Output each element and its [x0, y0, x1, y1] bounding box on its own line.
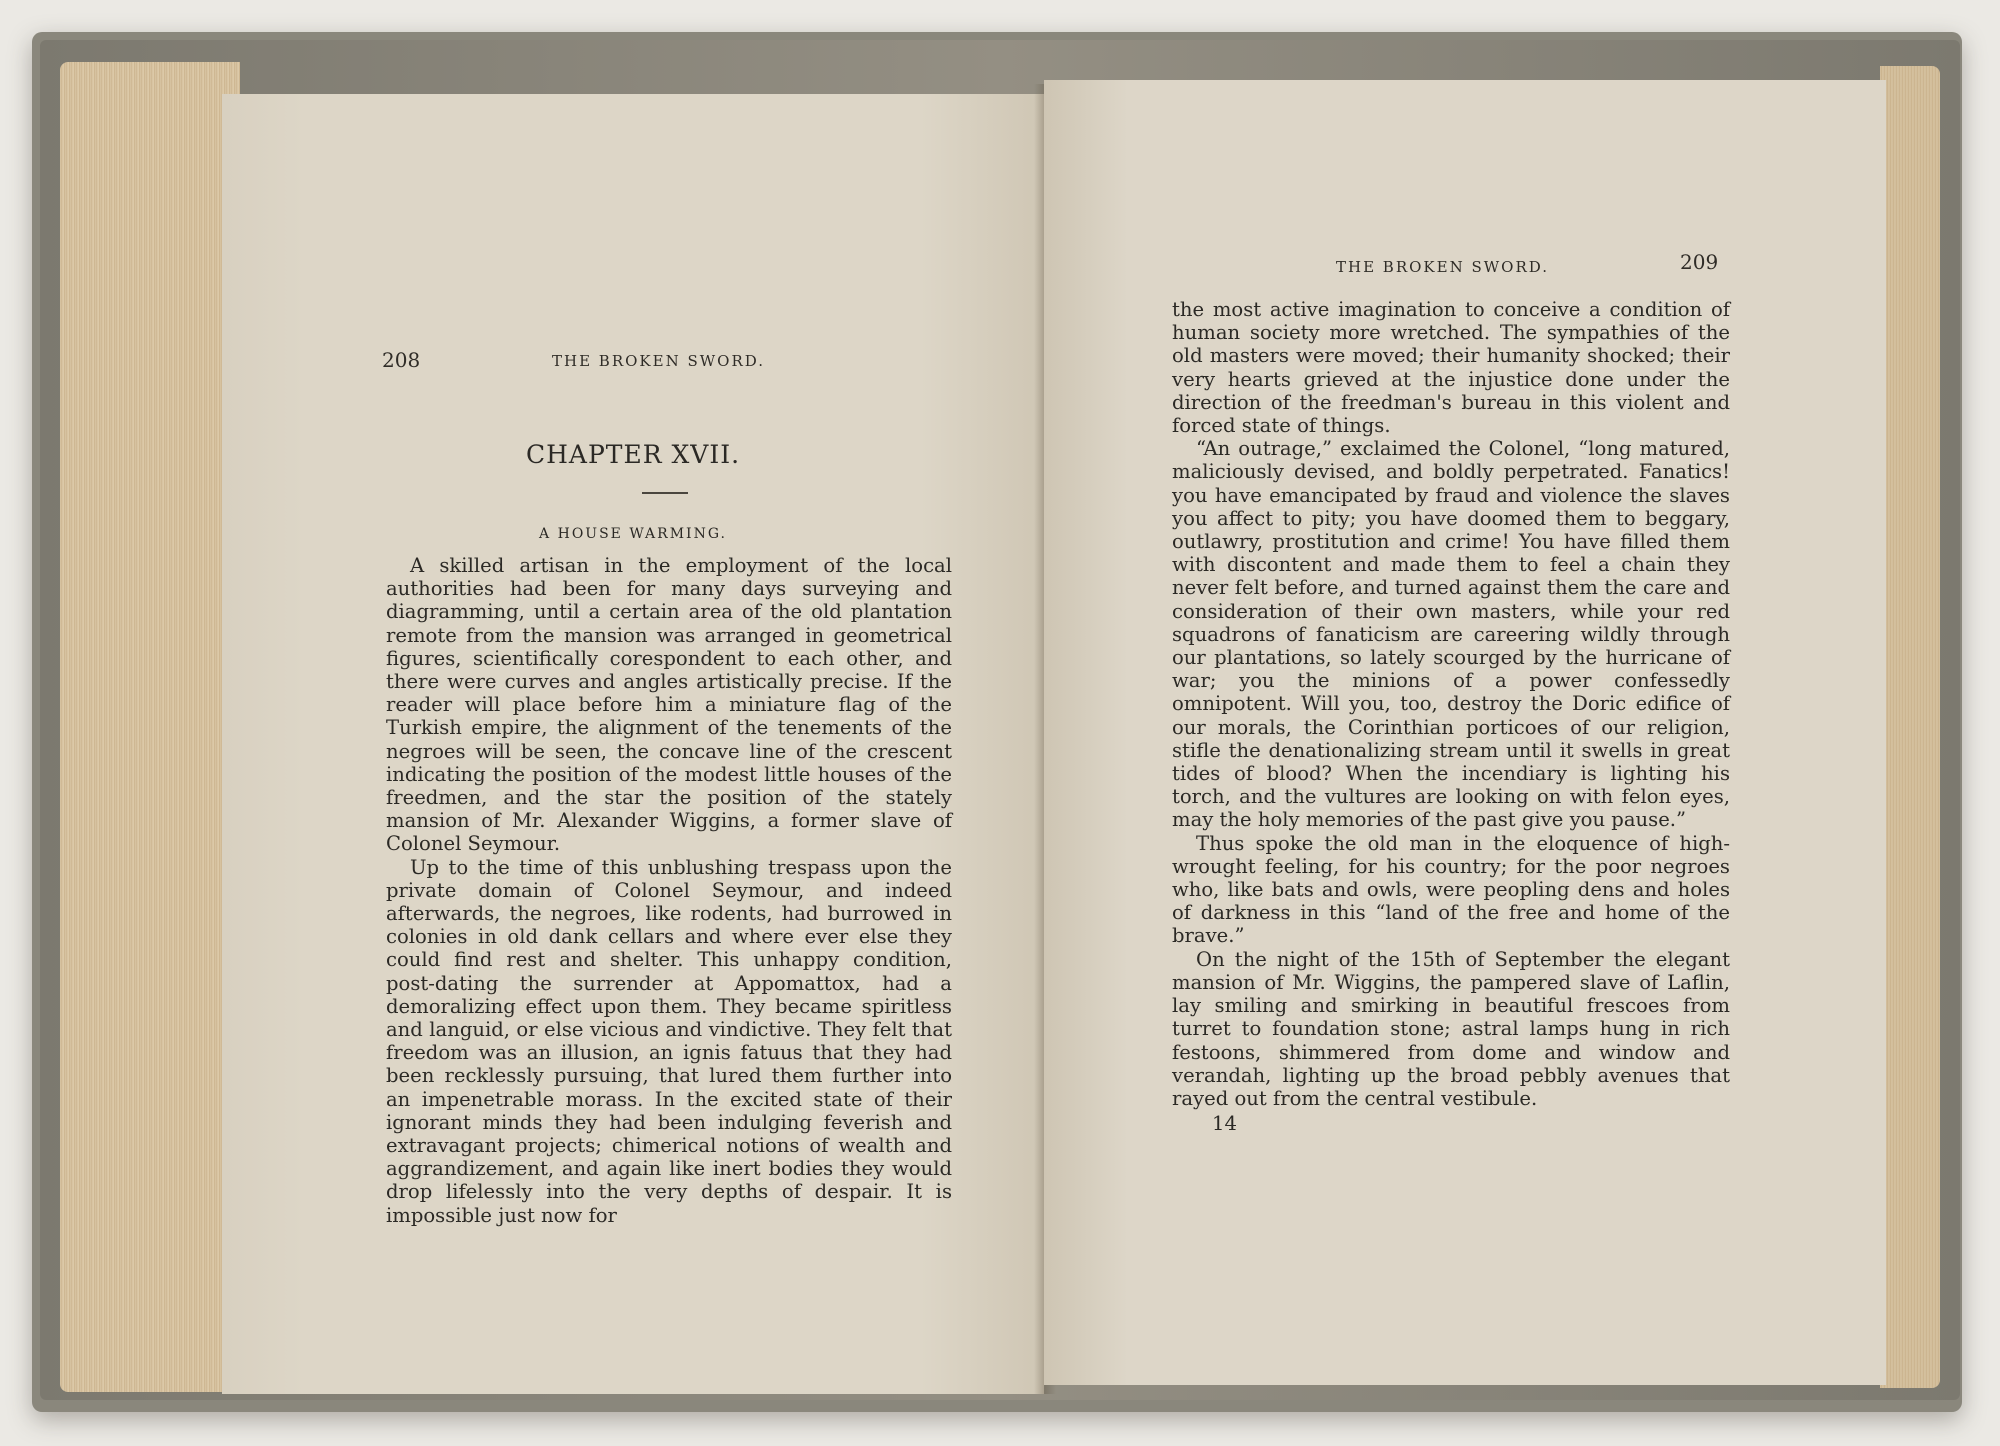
right-page-body: [1172, 298, 1730, 1135]
chapter-title: CHAPTER XVII.: [525, 440, 741, 469]
left-running-head: THE BROKEN SWORD.: [552, 352, 766, 370]
page-edges-right: [1880, 66, 1940, 1388]
paragraph: A skilled artisan in the employment of the local authorities had been for many days surveying and diagramming, until a certain area of the old plantation remote from the mansion was arranged in geometrical figures, scientifically corespondent to each other, and there were curves and angles artistically precise. If the reader will place before him a miniature flag of the Turkish empire, the alignment of the tenements of the negroes will be seen, the concave line of the crescent indicating the position of the modest little houses of the freedmen, and the star the position of the stately mansion of Mr. Alexander Wiggins, a former slave of Colonel Seymour.: [386, 554, 952, 856]
left-page-number: 208: [382, 348, 421, 372]
left-page: [222, 94, 1044, 1394]
left-page-body: [386, 554, 952, 1227]
paragraph: Thus spoke the old man in the eloquence of high-wrought feeling, for his country; for the poor negroes who, like bats and owls, were peopling dens and holes of darkness in this “land of the free and home of the brave.”: [1172, 831, 1730, 948]
right-page-number: 209: [1680, 250, 1719, 274]
page-edges-left: [60, 62, 240, 1392]
signature-mark: 14: [1212, 1112, 1237, 1136]
paragraph: the most active imagination to conceive a condition of human society more wretched. The sympathies of the old masters were moved; their humanity shocked; their very hearts grieved at the injustice done under the direction of the freedman's bureau in this violent and forced state of things.: [1172, 298, 1730, 438]
paragraph: Up to the time of this unblushing trespass upon the private domain of Colonel Seymour, and indeed afterwards, the negroes, like rodents, had burrowed in colonies in old dank cellars and where ever else they could find rest and shelter. This unhappy condition, post-dating the surrender at Appomattox, had a demoralizing effect upon them. They became spiritless and languid, or else vicious and vindictive. They felt that freedom was an illusion, an ignis fatuus that they had been recklessly pursuing, that lured them further into an impenetrable morass. In the excited state of their ignorant minds they had been indulging feverish and extravagant projects; chimerical notions of wealth and aggrandizement, and again like inert bodies they would drop lifelessly into the very depths of despair. It is impossible just now for: [386, 855, 952, 1227]
paragraph: “An outrage,” exclaimed the Colonel, “long matured, maliciously devised, and boldly perpetrated. Fanatics! you have emancipated by fraud and violence the slaves you affect to pity; you have doomed them to beggary, outlawry, prostitution and crime! You have filled them with discontent and made them to feel a chain they never felt before, and turned against them the care and consideration of their own masters, while your red squadrons of fanaticism are careering wildly through our plantations, so lately scourged by the hurricane of war; you the minions of a power confessedly omnipotent. Will you, too, destroy the Doric edifice of our morals, the Corinthian porticoes of our religion, stifle the denationalizing stream until it swells in great tides of blood? When the incendiary is lighting his torch, and the vultures are looking on with felon eyes, may the holy memories of the past give you pause.”: [1172, 437, 1730, 832]
paragraph: On the night of the 15th of September the elegant mansion of Mr. Wiggins, the pampered slave of Laflin, lay smiling and smirking in beautiful frescoes from turret to foundation stone; astral lamps hung in rich festoons, shimmered from dome and window and verandah, lighting up the broad pebbly avenues that rayed out from the central vestibule.: [1172, 947, 1730, 1110]
chapter-rule: [642, 492, 688, 494]
chapter-subtitle: A HOUSE WARMING.: [539, 526, 727, 542]
right-page: [1044, 80, 1886, 1385]
right-running-head: THE BROKEN SWORD.: [1336, 258, 1550, 276]
